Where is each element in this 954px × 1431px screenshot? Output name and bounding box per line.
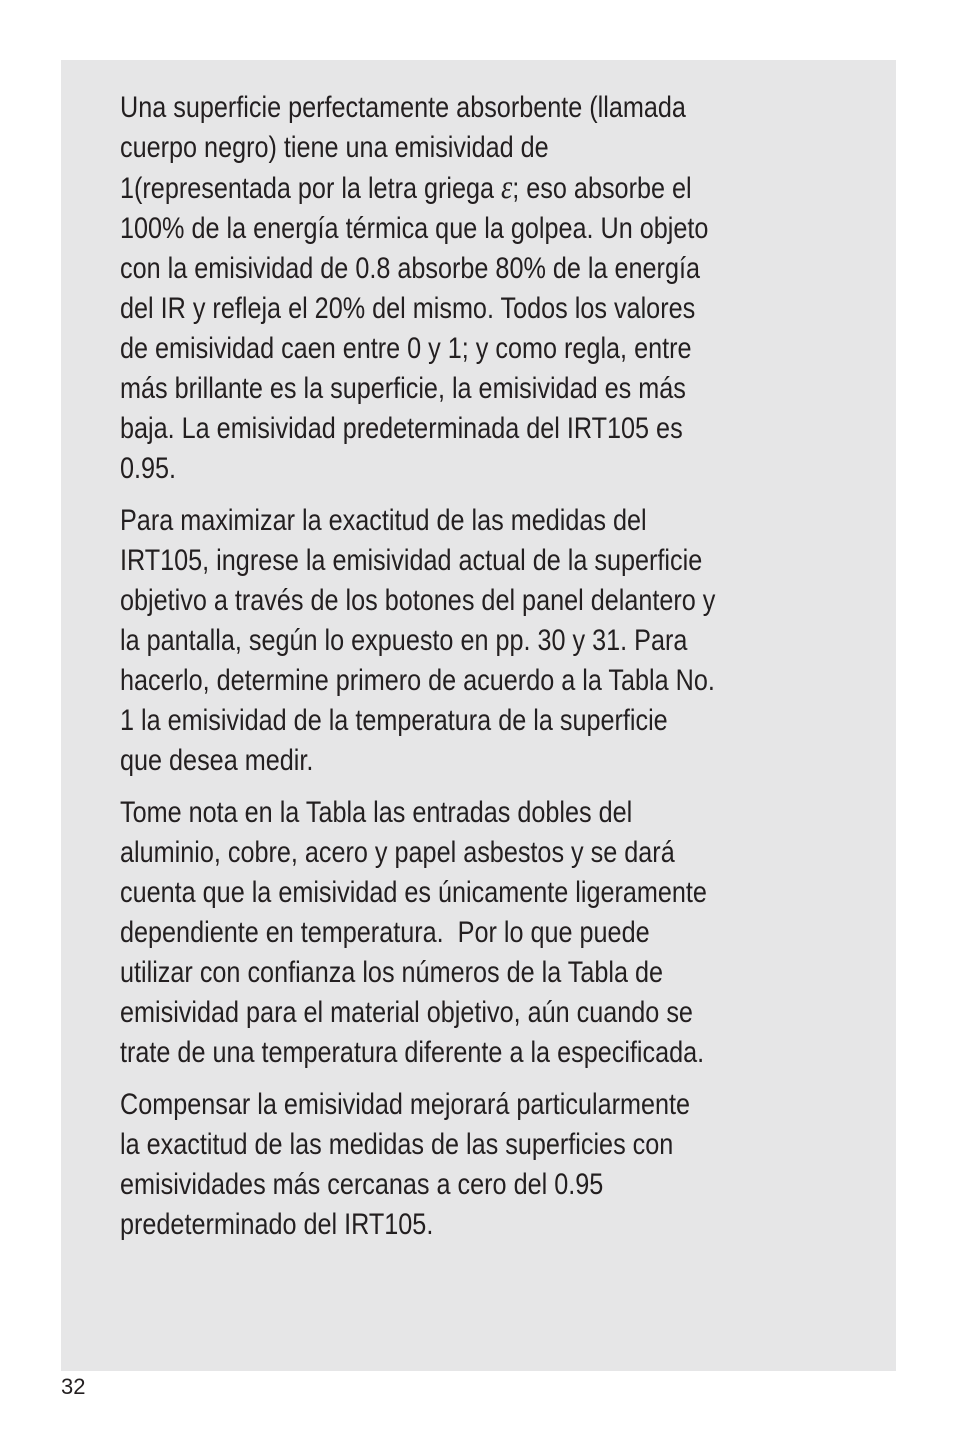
text-line: emisividad para el material objetivo, aún cuando se xyxy=(120,996,693,1029)
text-line: Una superficie perfectamente absorbente (llamada xyxy=(120,91,686,124)
text-line: 0.95. xyxy=(120,452,177,485)
text-line: 1 la emisividad de la temperatura de la superficie xyxy=(120,704,668,737)
text-line: con la emisividad de 0.8 absorbe 80% de la energía xyxy=(120,252,700,285)
text-line: cuerpo negro) tiene una emisividad de xyxy=(120,131,549,164)
text-line: la exactitud de las medidas de las superficies con xyxy=(120,1128,674,1161)
paragraph-table-note xyxy=(120,793,840,1073)
text-line: Compensar la emisividad mejorará particularmente xyxy=(120,1088,691,1121)
text-line: hacerlo, determine primero de acuerdo a la Tabla No. xyxy=(120,664,715,697)
text-line: cuenta que la emisividad es únicamente ligeramente xyxy=(120,876,707,909)
epsilon-symbol: ε xyxy=(501,169,513,206)
text-line: más brillante es la superficie, la emisividad es más xyxy=(120,372,686,405)
text-line: baja. La emisividad predeterminada del IRT105 es xyxy=(120,412,683,445)
text-segment: ; eso absorbe el xyxy=(512,172,692,205)
text-line: de emisividad caen entre 0 y 1; y como regla, entre xyxy=(120,332,692,365)
text-line: trate de una temperatura diferente a la especificada. xyxy=(120,1036,705,1069)
text-segment: 1(representada por la letra griega xyxy=(120,172,502,205)
text-line: que desea medir. xyxy=(120,744,314,777)
text-line: la pantalla, según lo expuesto en pp. 30 y 31. Para xyxy=(120,624,688,657)
text-line: emisividades más cercanas a cero del 0.95 xyxy=(120,1168,604,1201)
paragraph-maximize-accuracy xyxy=(120,501,840,781)
text-line: dependiente en temperatura. Por lo que puede xyxy=(120,916,650,949)
text-line: Para maximizar la exactitud de las medidas del xyxy=(120,504,647,537)
paragraph-emissivity-definition xyxy=(120,88,840,489)
text-line: IRT105, ingrese la emisividad actual de la superficie xyxy=(120,544,703,577)
paragraph-compensation xyxy=(120,1085,840,1245)
body-text xyxy=(120,88,840,1257)
text-line: del IR y refleja el 20% del mismo. Todos los valores xyxy=(120,292,696,325)
text-line: Tome nota en la Tabla las entradas dobles del xyxy=(120,796,633,829)
text-line: aluminio, cobre, acero y papel asbestos y se dará xyxy=(120,836,675,869)
text-line: predeterminado del IRT105. xyxy=(120,1208,434,1241)
text-line xyxy=(120,168,840,209)
text-line: 100% de la energía térmica que la golpea. Un objeto xyxy=(120,212,709,245)
page-number: 32 xyxy=(61,1374,86,1399)
text-line: objetivo a través de los botones del panel delantero y xyxy=(120,584,716,617)
text-line: utilizar con confianza los números de la Tabla de xyxy=(120,956,664,989)
